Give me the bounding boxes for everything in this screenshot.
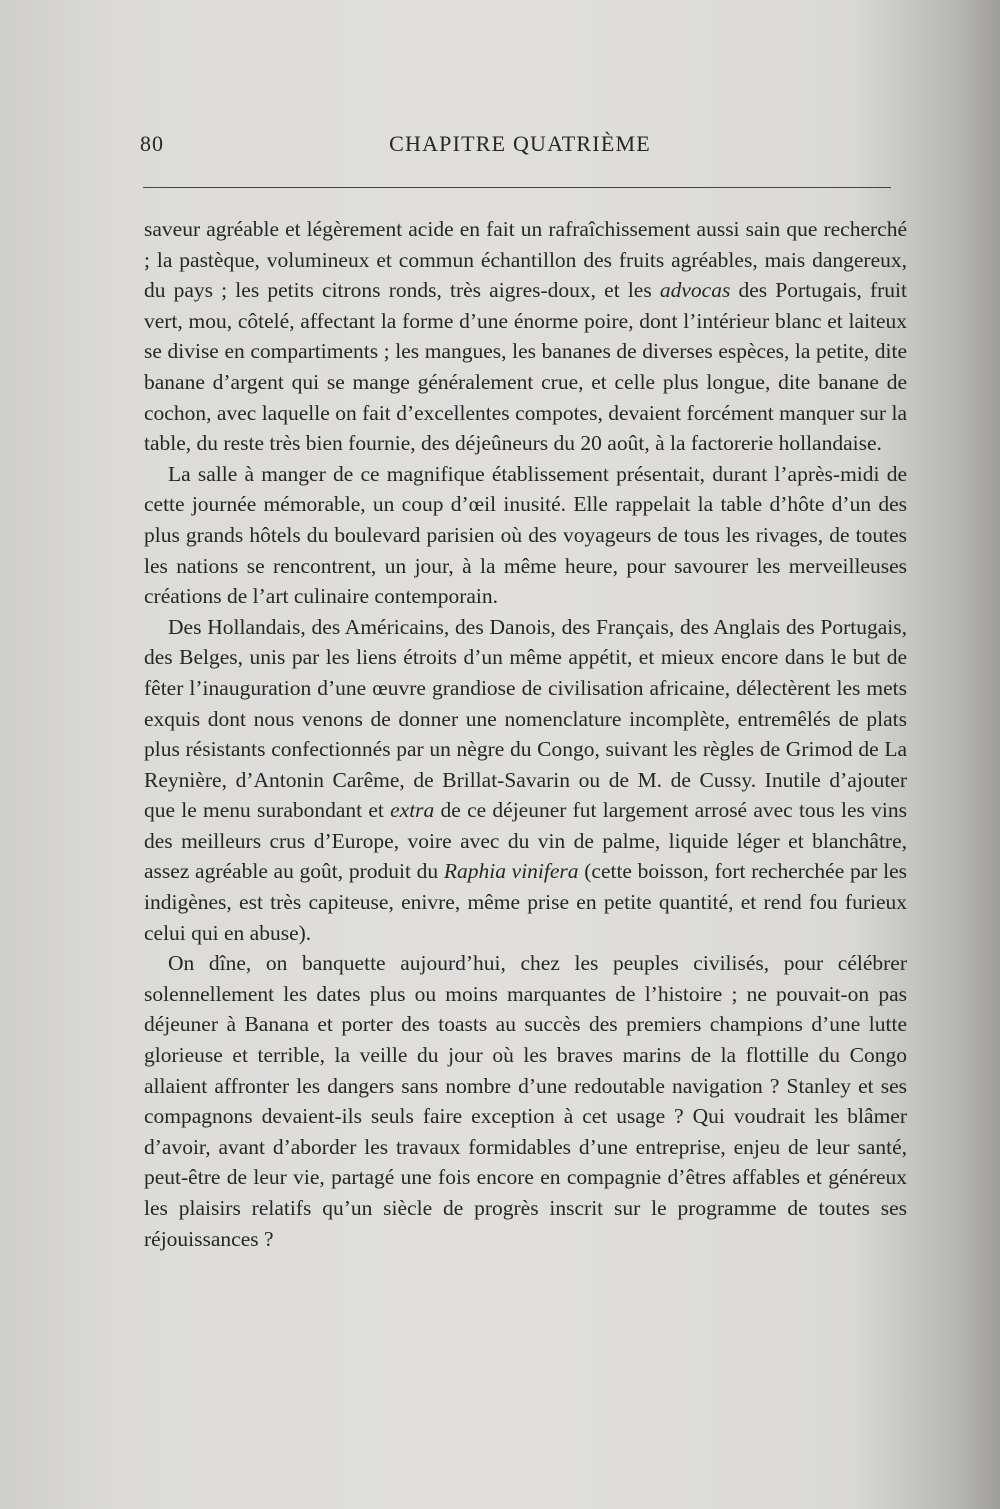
text-run: (cette boisson, fort recherchée par les indigènes, est très capiteuse, enivre, même prise en petite quantité, et rend fou furieux celui qui en abuse). [144, 859, 908, 945]
text-run: de ce déjeuner fut largement arrosé avec tous les vins des meilleurs crus d’Europe, voire avec du vin de palme, liquide léger et blanchâtre, assez agréable au goût, produit du [144, 798, 907, 884]
running-head: CHAPITRE QUATRIÈME [389, 131, 651, 156]
text-run: La salle à manger de ce magnifique établissement présentait, durant l’après-midi de cette journée mémorable, un coup d’œil inusité. Elle rappelait la table d’hôte d’un des plus grands hôtels du boulevard parisien où des voyageurs de tous les rivages, de toutes les nations se rencontrent, un jour, à la même heure, pour savourer les merveilleuses créations de l’art culinaire contemporain. [144, 461, 907, 609]
italic-text: extra [390, 798, 435, 823]
paragraph [144, 214, 907, 459]
text-run: Des Hollandais, des Américains, des Danois, des Français, des Anglais des Portugais, des Belges, unis par les liens étroits d’un même appétit, et mieux encore dans le but de fêter l’inauguration d’une œuvre grandiose de civilisation africaine, délectèrent les mets exquis dont nous venons de donner une nomenclature incomplète, entremêlés de plats plus résistants confectionnés par un nègre du Congo, suivant les règles de Grimod de La Reynière, d’Antonin Carême, de Brillat-Savarin ou de M. de Cussy. Inutile d’ajouter que le menu surabondant et [144, 614, 907, 823]
italic-text: advocas [659, 278, 731, 303]
italic-text: Raphia vinifera [443, 859, 579, 884]
paragraph [144, 612, 907, 949]
text-run: des Portugais, fruit vert, mou, côtelé, affectant la forme d’une énorme poire, dont l’intérieur blanc et laiteux se divise en compartiments ; les mangues, les bananes de diverses espèces, la petite, dite banane d’argent qui se mange généralement crue, et celle plus longue, dite banane de cochon, avec laquelle on fait d’excellentes compotes, devaient forcément manquer sur la table, du reste très bien fournie, des déjeûneurs du 20 août, à la factorerie hollandaise. [144, 278, 908, 456]
page-number: 80 [140, 131, 164, 156]
text-run: saveur agréable et légèrement acide en fait un rafraîchissement aussi sain que recherché ; la pastèque, volumineux et commun échantillon des fruits agréables, mais dangereux, du pays ; les petits citrons ronds, très aigres-doux, et les [144, 217, 907, 303]
paragraph [144, 948, 907, 1254]
text-run: On dîne, on banquette aujourd’hui, chez les peuples civilisés, pour célébrer solennellement les dates plus ou moins marquantes de l’histoire ; ne pouvait-on pas déjeuner à Banana et porter des toasts au succès des premiers champions d’une lutte glorieuse et terrible, la veille du jour où les braves marins de la flottille du Congo allaient affronter les dangers sans nombre d’une redoutable navigation ? Stanley et ses compagnons devaient-ils seuls faire exception à cet usage ? Qui voudrait les blâmer d’avoir, avant d’aborder les travaux formidables d’une entreprise, enjeu de leur santé, peut-être de leur vie, partagé une fois encore en compagnie d’êtres affables et généreux les plaisirs relatifs qu’un siècle de progrès inscrit sur le programme de toutes ses réjouissances ? [144, 951, 907, 1251]
paragraph [144, 459, 907, 612]
header-rule [143, 187, 891, 188]
body-text [144, 214, 907, 1254]
